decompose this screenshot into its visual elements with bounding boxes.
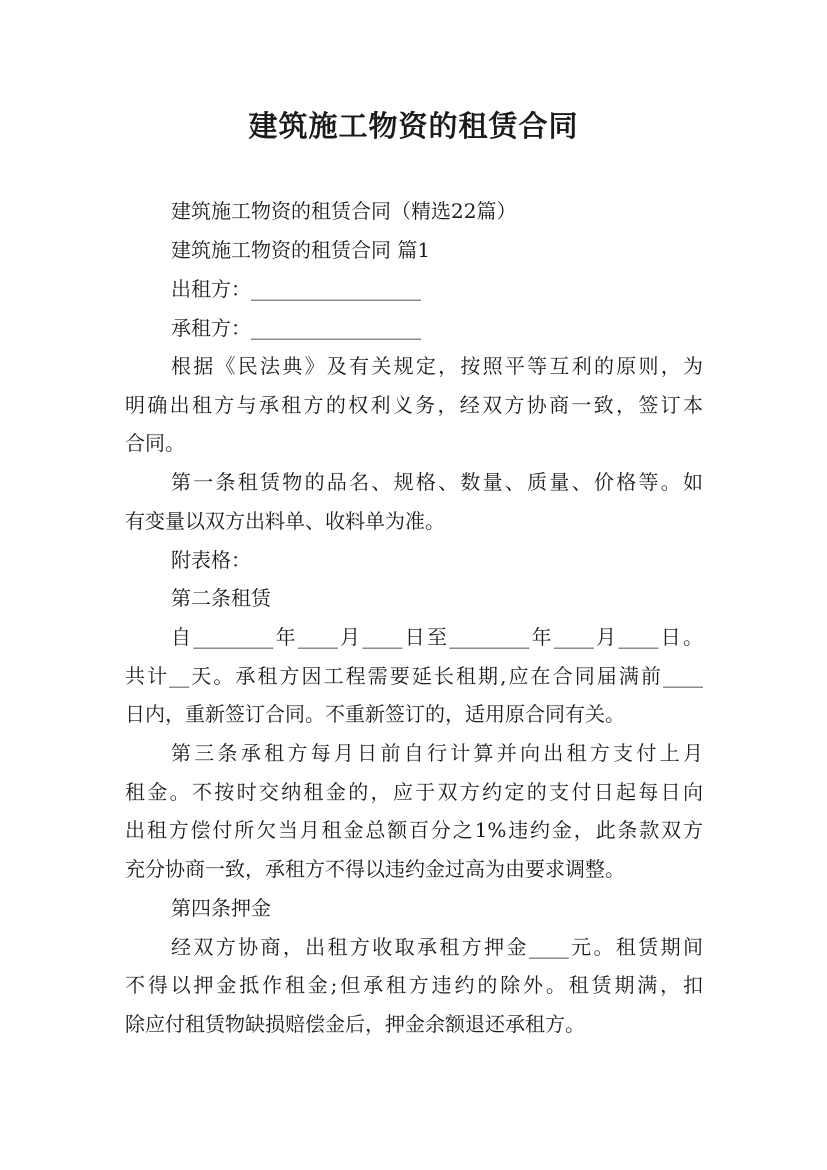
paragraph-line: 出租方偿付所欠当月租金总额百分之1%违约金，此条款双方 <box>125 818 703 842</box>
document-title: 建筑施工物资的租赁合同 <box>248 109 579 143</box>
paragraph-line: 租金。不按时交纳租金的，应于双方约定的支付日起每日向 <box>125 780 703 804</box>
subtitle-line: 建筑施工物资的租赁合同（精选22篇） <box>171 199 517 223</box>
article-heading: 第四条押金 <box>171 896 271 920</box>
paragraph-line: 合同。 <box>125 431 185 455</box>
paragraph-line: 明确出租方与承租方的权利义务，经双方协商一致，签订本 <box>125 393 703 417</box>
paragraph-line: 第一条租赁物的品名、规格、数量、质量、价格等。如 <box>171 470 703 494</box>
section-heading: 建筑施工物资的租赁合同 篇1 <box>171 238 431 262</box>
paragraph-line: 第三条承租方每月日前自行计算并向出租方支付上月 <box>171 741 703 765</box>
paragraph-line: 不得以押金抵作租金;但承租方违约的除外。租赁期满，扣 <box>125 973 703 997</box>
paragraph-line: 除应付租赁物缺损赔偿金后，押金余额退还承租方。 <box>125 1012 585 1036</box>
lessor-line: 出租方：_________________ <box>171 277 421 301</box>
paragraph-line: 附表格： <box>171 548 251 572</box>
paragraph-line: 经双方协商，出租方收取承租方押金____元。租赁期间 <box>171 935 703 959</box>
paragraph-line: 充分协商一致，承租方不得以违约金过高为由要求调整。 <box>125 857 625 881</box>
paragraph-line: 日内，重新签订合同。不重新签订的，适用原合同有关。 <box>125 702 625 726</box>
paragraph-line: 共计__天。承租方因工程需要延长租期,应在合同届满前____ <box>125 664 703 688</box>
paragraph-line: 有变量以双方出料单、收料单为准。 <box>125 509 445 533</box>
paragraph-line: 自________年____月____日至________年____月____日。 <box>171 625 703 649</box>
paragraph-line: 根据《民法典》及有关规定，按照平等互利的原则，为 <box>171 354 703 378</box>
article-heading: 第二条租赁 <box>171 586 271 610</box>
lessee-line: 承租方：_________________ <box>171 316 421 340</box>
